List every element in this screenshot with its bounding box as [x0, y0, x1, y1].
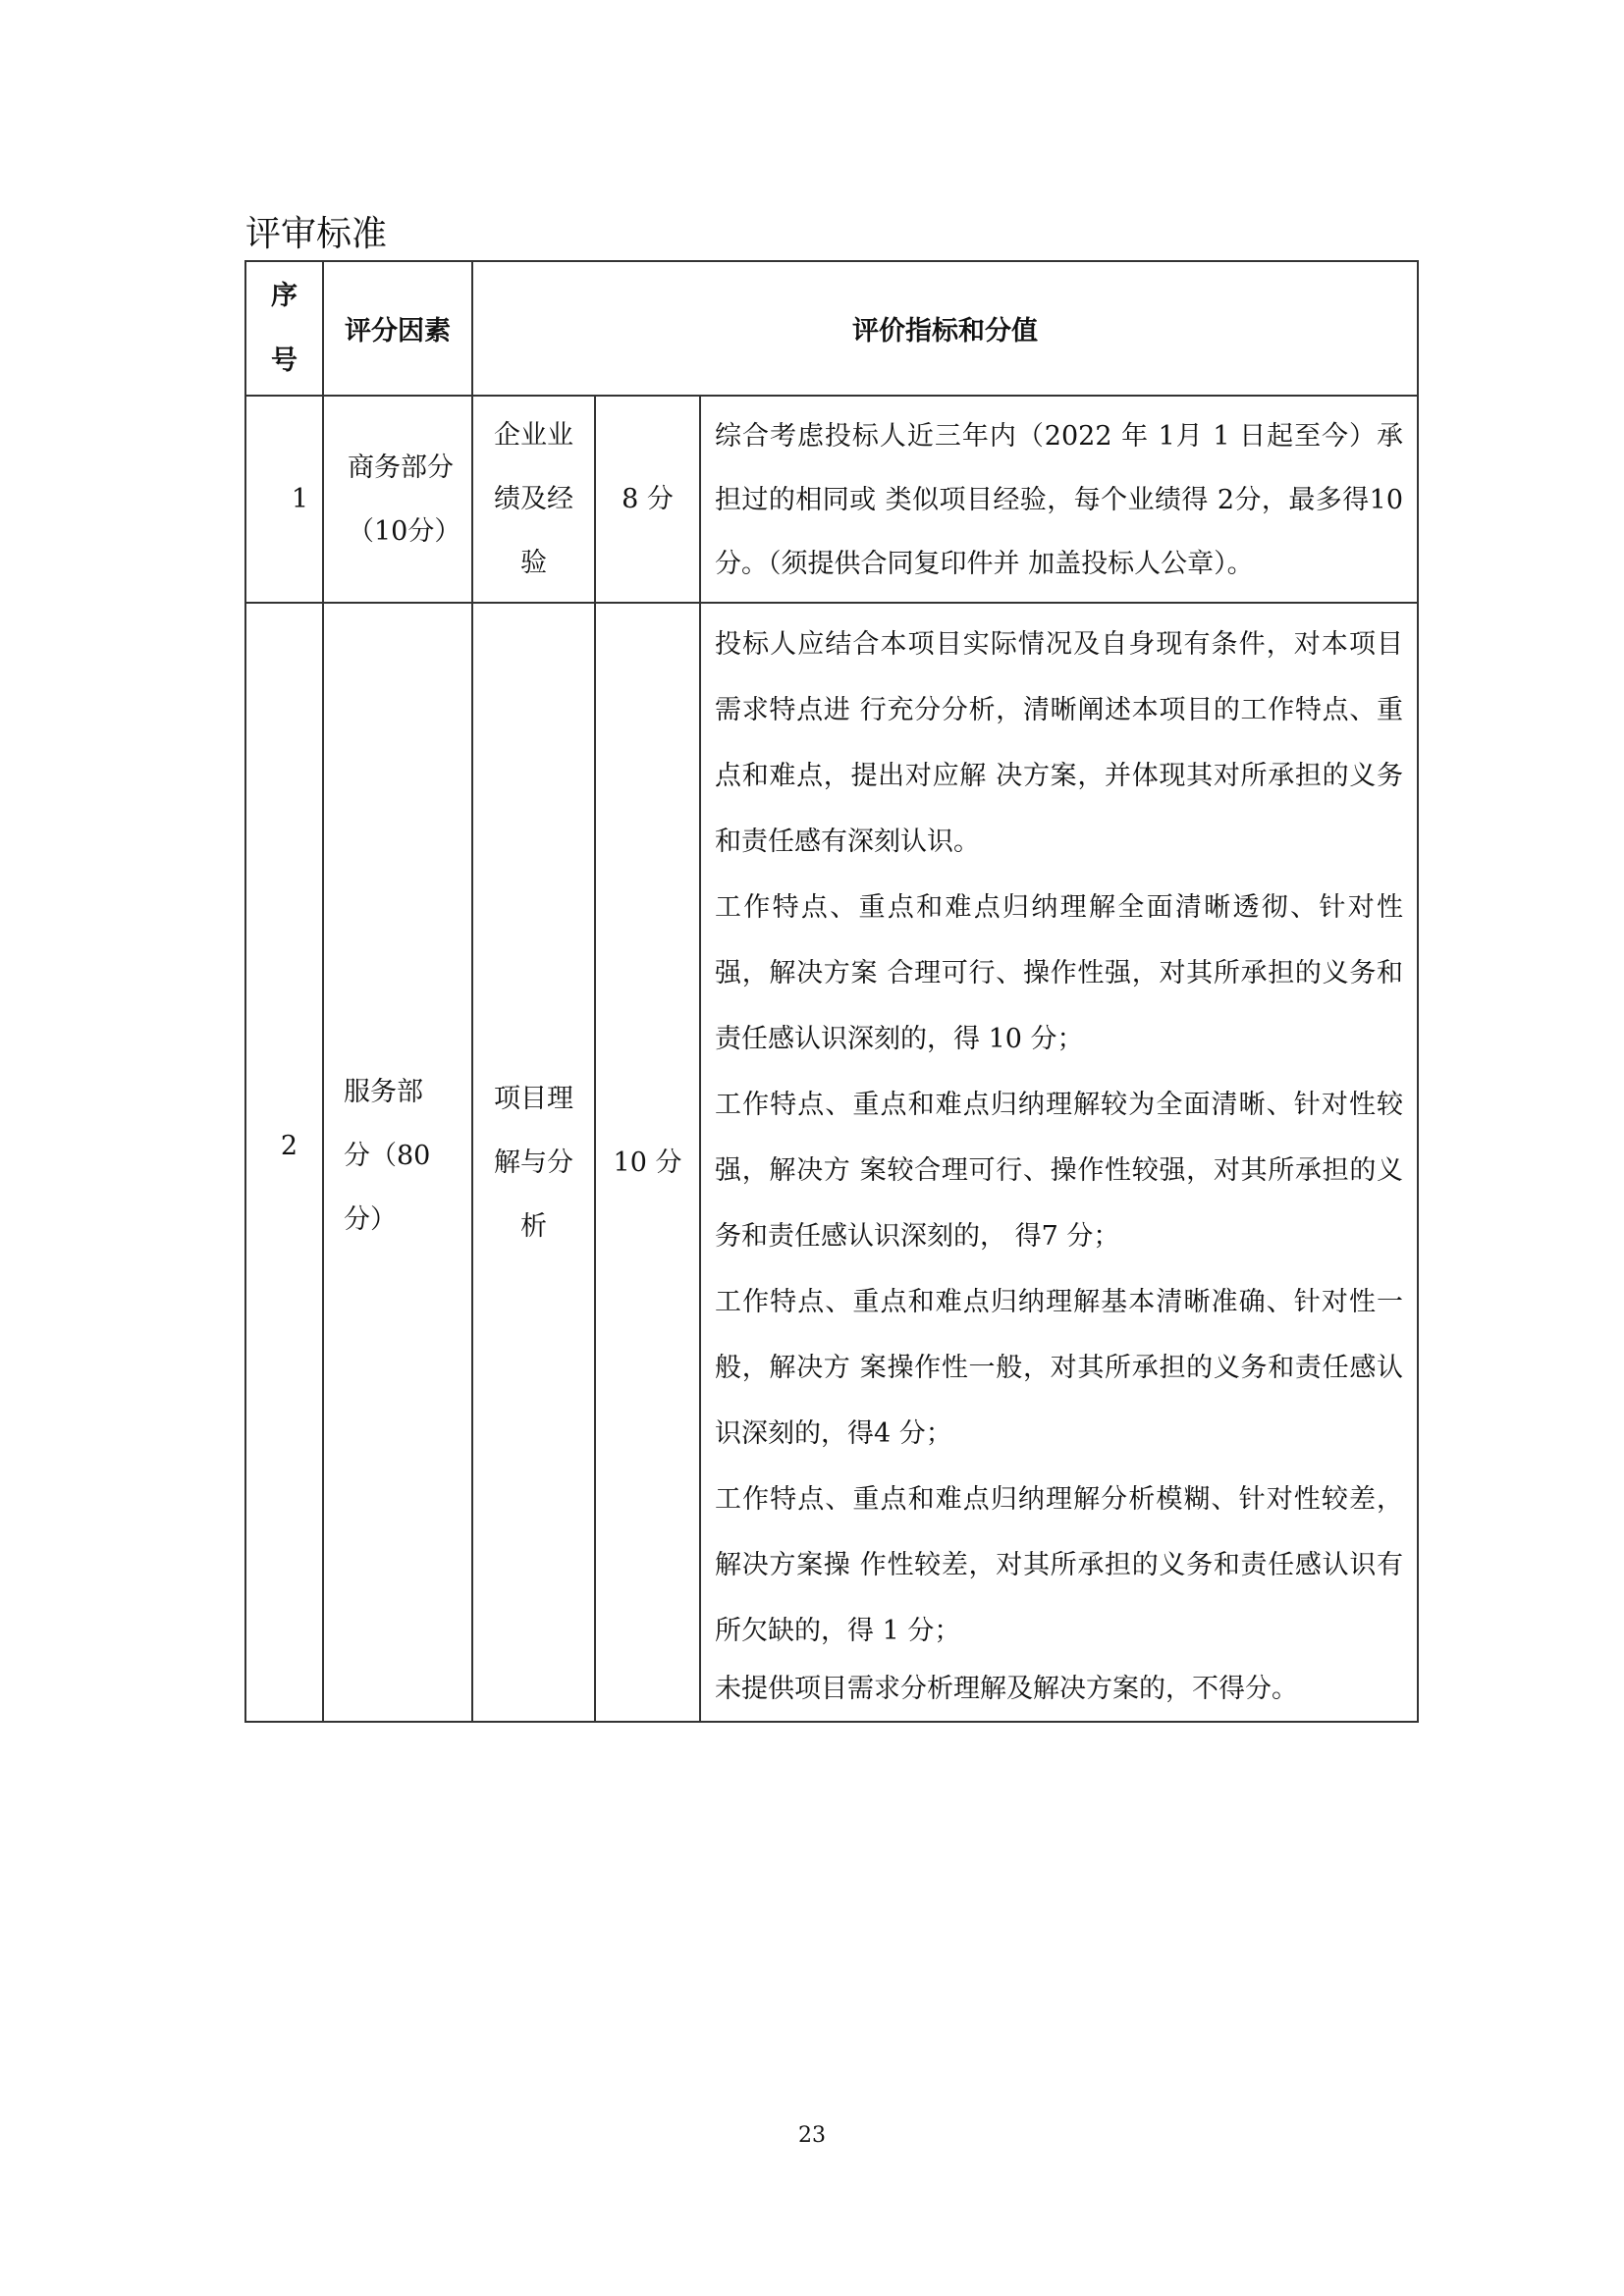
- evaluation-criteria-table: [244, 260, 1419, 1723]
- table-row: [245, 396, 1418, 603]
- row-score: 10 分: [595, 603, 700, 1722]
- criteria-paragraph: 投标人应结合本项目实际情况及自身现有条件，对本项目需求特点进 行充分分析，清晰阐述本项目的工作特点、重点和难点，提出对应解 决方案，并体现其对所承担的义务和责任感有深刻认识。: [715, 629, 1404, 857]
- row-criteria: [700, 396, 1418, 603]
- header-criteria: 评价指标和分值: [472, 261, 1418, 396]
- criteria-paragraph: 工作特点、重点和难点归纳理解分析模糊、针对性较差，解决方案操 作性较差，对其所承担的义务和责任感认识有所欠缺的，得 1 分；: [715, 1484, 1404, 1646]
- row-item: 项目理解与分析: [472, 603, 595, 1722]
- header-seq: 序号: [245, 261, 323, 396]
- row-criteria: [700, 603, 1418, 1722]
- criteria-paragraph: 工作特点、重点和难点归纳理解基本清晰准确、针对性一般，解决方 案操作性一般，对其所承担的义务和责任感认识深刻的，得4 分；: [715, 1287, 1404, 1449]
- row-category: 商务部分（10分）: [323, 396, 472, 603]
- row-item: 企业业绩及经验: [472, 396, 595, 603]
- criteria-paragraph: 工作特点、重点和难点归纳理解较为全面清晰、针对性较强，解决方 案较合理可行、操作性较强，对其所承担的义务和责任感认识深刻的， 得7 分；: [715, 1090, 1404, 1252]
- table-header-row: [245, 261, 1418, 396]
- criteria-paragraph: 未提供项目需求分析理解及解决方案的，不得分。: [715, 1674, 1298, 1704]
- criteria-paragraph: 综合考虑投标人近三年内（2022 年 1月 1 日起至今）承担过的相同或 类似项目经验，每个业绩得 2分，最多得10分。（须提供合同复印件并 加盖投标人公章）。: [715, 421, 1404, 579]
- criteria-paragraph: 工作特点、重点和难点归纳理解全面清晰透彻、针对性强，解决方案 合理可行、操作性强，对其所承担的义务和责任感认识深刻的，得 10 分；: [715, 892, 1404, 1054]
- row-category: 服务部分（80分）: [323, 603, 472, 1722]
- page-number: 23: [798, 2123, 826, 2148]
- header-factor: 评分因素: [323, 261, 472, 396]
- table-row: [245, 603, 1418, 1722]
- row-seq: 1: [245, 396, 323, 603]
- row-score: 8 分: [595, 396, 700, 603]
- section-title: 评审标准: [245, 214, 388, 254]
- row-seq: 2: [245, 603, 323, 1722]
